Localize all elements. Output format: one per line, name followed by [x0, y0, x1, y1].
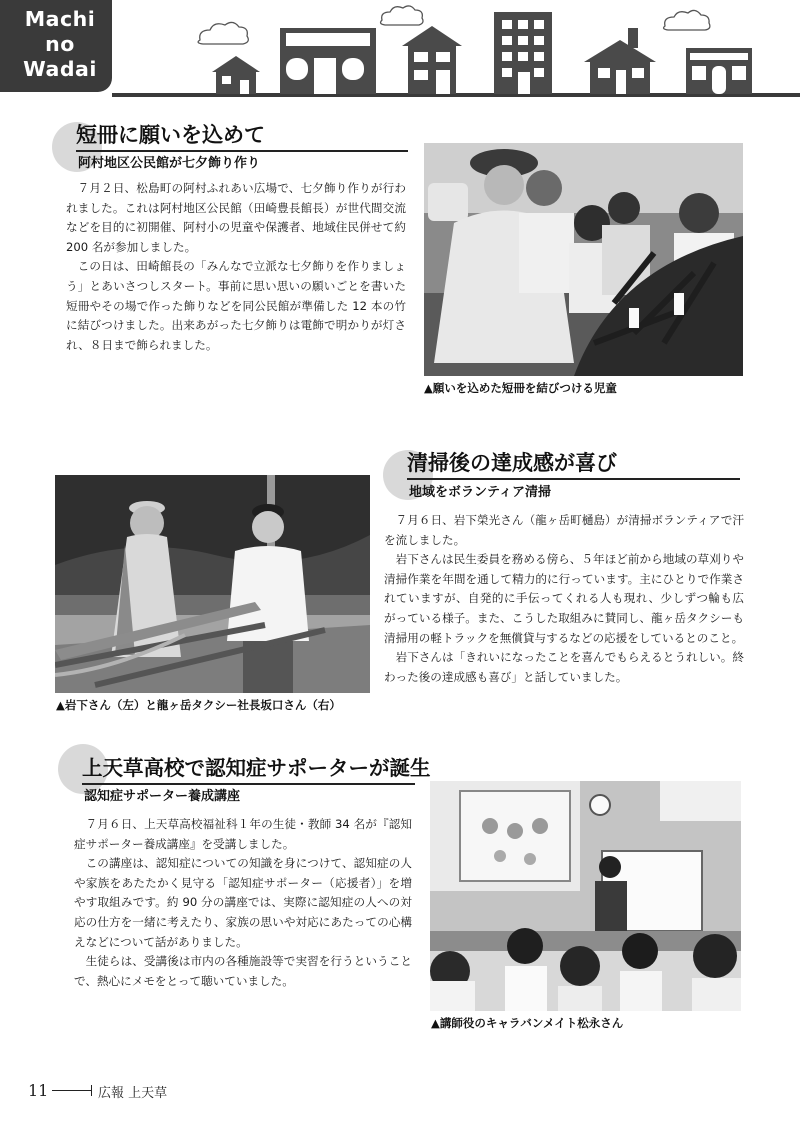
article-body [74, 815, 412, 991]
paragraph: 生徒らは、受講後は市内の各種施設等で実習を行うということで、熱心にメモをとって聴いていました。 [74, 954, 412, 988]
logo-text [14, 7, 106, 82]
photo-tanabata [424, 143, 743, 376]
logo-line: Machi [24, 7, 96, 31]
title-underline [76, 150, 408, 152]
article-subtitle: 地域をボランティア清掃 [409, 485, 551, 500]
paragraph: この日は、田崎館長の「みんなで立派な七夕飾りを作りましょう」とあいさつしスタート。事前に思い思いの願いごとを書いた短冊やその場で作った飾りなどを同公民館が準備した 12 本の竹に結びつけました。出来あがった七夕飾りは電飾で明かりが灯され、８日まで飾られました。 [66, 259, 406, 352]
house-icon [402, 26, 462, 46]
cloud-icon [664, 10, 710, 30]
title-underline [82, 783, 415, 785]
photo-caption: ▲願いを込めた短冊を結びつける児童 [424, 381, 617, 395]
article-title: 上天草高校で認知症サポーターが誕生 [82, 756, 431, 780]
article-body [384, 511, 744, 687]
house-icon [584, 40, 656, 62]
paragraph: この講座は、認知症についての知識を身につけて、認知症の人や家族をあたたかく見守る「認知症サポーター（応援者）」を増やす取組みです。約 90 分の講座では、実際に認知症の人への対応の仕方を一緒に考えたり、家族の思いや対応にあたっての心構えなどについて話がありました。 [74, 856, 412, 949]
article-title: 清掃後の達成感が喜び [407, 451, 617, 475]
section-logo [0, 0, 112, 92]
publication-name: 広報 上天草 [98, 1086, 168, 1101]
footer-rule [52, 1090, 92, 1091]
page-number: 11 [28, 1081, 49, 1100]
paragraph: 岩下さんは「きれいになったことを喜んでもらえるとうれしい。終わった後の達成感も喜び」と話していました。 [384, 650, 744, 684]
article-title: 短冊に願いを込めて [76, 123, 265, 147]
paragraph: ７月６日、上天草高校福祉科１年の生徒・教師 34 名が『認知症サポーター養成講座』を受講しました。 [74, 817, 412, 851]
logo-line: no [45, 32, 75, 56]
article-subtitle: 認知症サポーター養成講座 [84, 789, 241, 804]
paragraph: ７月６日、岩下榮光さん（龍ヶ岳町樋島）が清掃ボランティアで汗を流しました。 [384, 513, 744, 547]
townscape-illustration [120, 0, 800, 96]
cloud-icon [198, 22, 248, 44]
cloud-icon [381, 6, 423, 25]
paragraph: ７月２日、松島町の阿村ふれあい広場で、七夕飾り作りが行われました。これは阿村地区公民館（田崎豊長館長）が世代間交流などを目的に初開催、阿村小の児童や保護者、地域住民併せて約 200 名が参加しました。 [66, 181, 406, 254]
paragraph: 岩下さんは民生委員を務める傍ら、５年ほど前から地域の草刈りや清掃作業を年間を通して精力的に行っています。主にひとりで作業されていますが、自発的に手伝ってくれる人も現れ、少しずつ輪も広がっている様子。また、こうした取組みに賛同し、龍ヶ岳タクシーも清掃用の軽トラックを無償貸与するなどの応援をしているとのこと。 [384, 552, 744, 645]
photo-cleanup [55, 475, 370, 693]
house-icon [212, 56, 260, 72]
footer-rule-tick [91, 1085, 92, 1096]
masthead [0, 0, 800, 97]
article-body [66, 179, 406, 355]
logo-line: Wadai [23, 57, 97, 81]
title-underline [407, 478, 740, 480]
photo-caption: ▲岩下さん（左）と龍ヶ岳タクシー社長坂口さん（右） [56, 698, 341, 712]
photo-lecture [430, 781, 741, 1011]
article-subtitle: 阿村地区公民館が七夕飾り作り [78, 156, 261, 171]
photo-caption: ▲講師役のキャラバンメイト松永さん [431, 1016, 624, 1030]
